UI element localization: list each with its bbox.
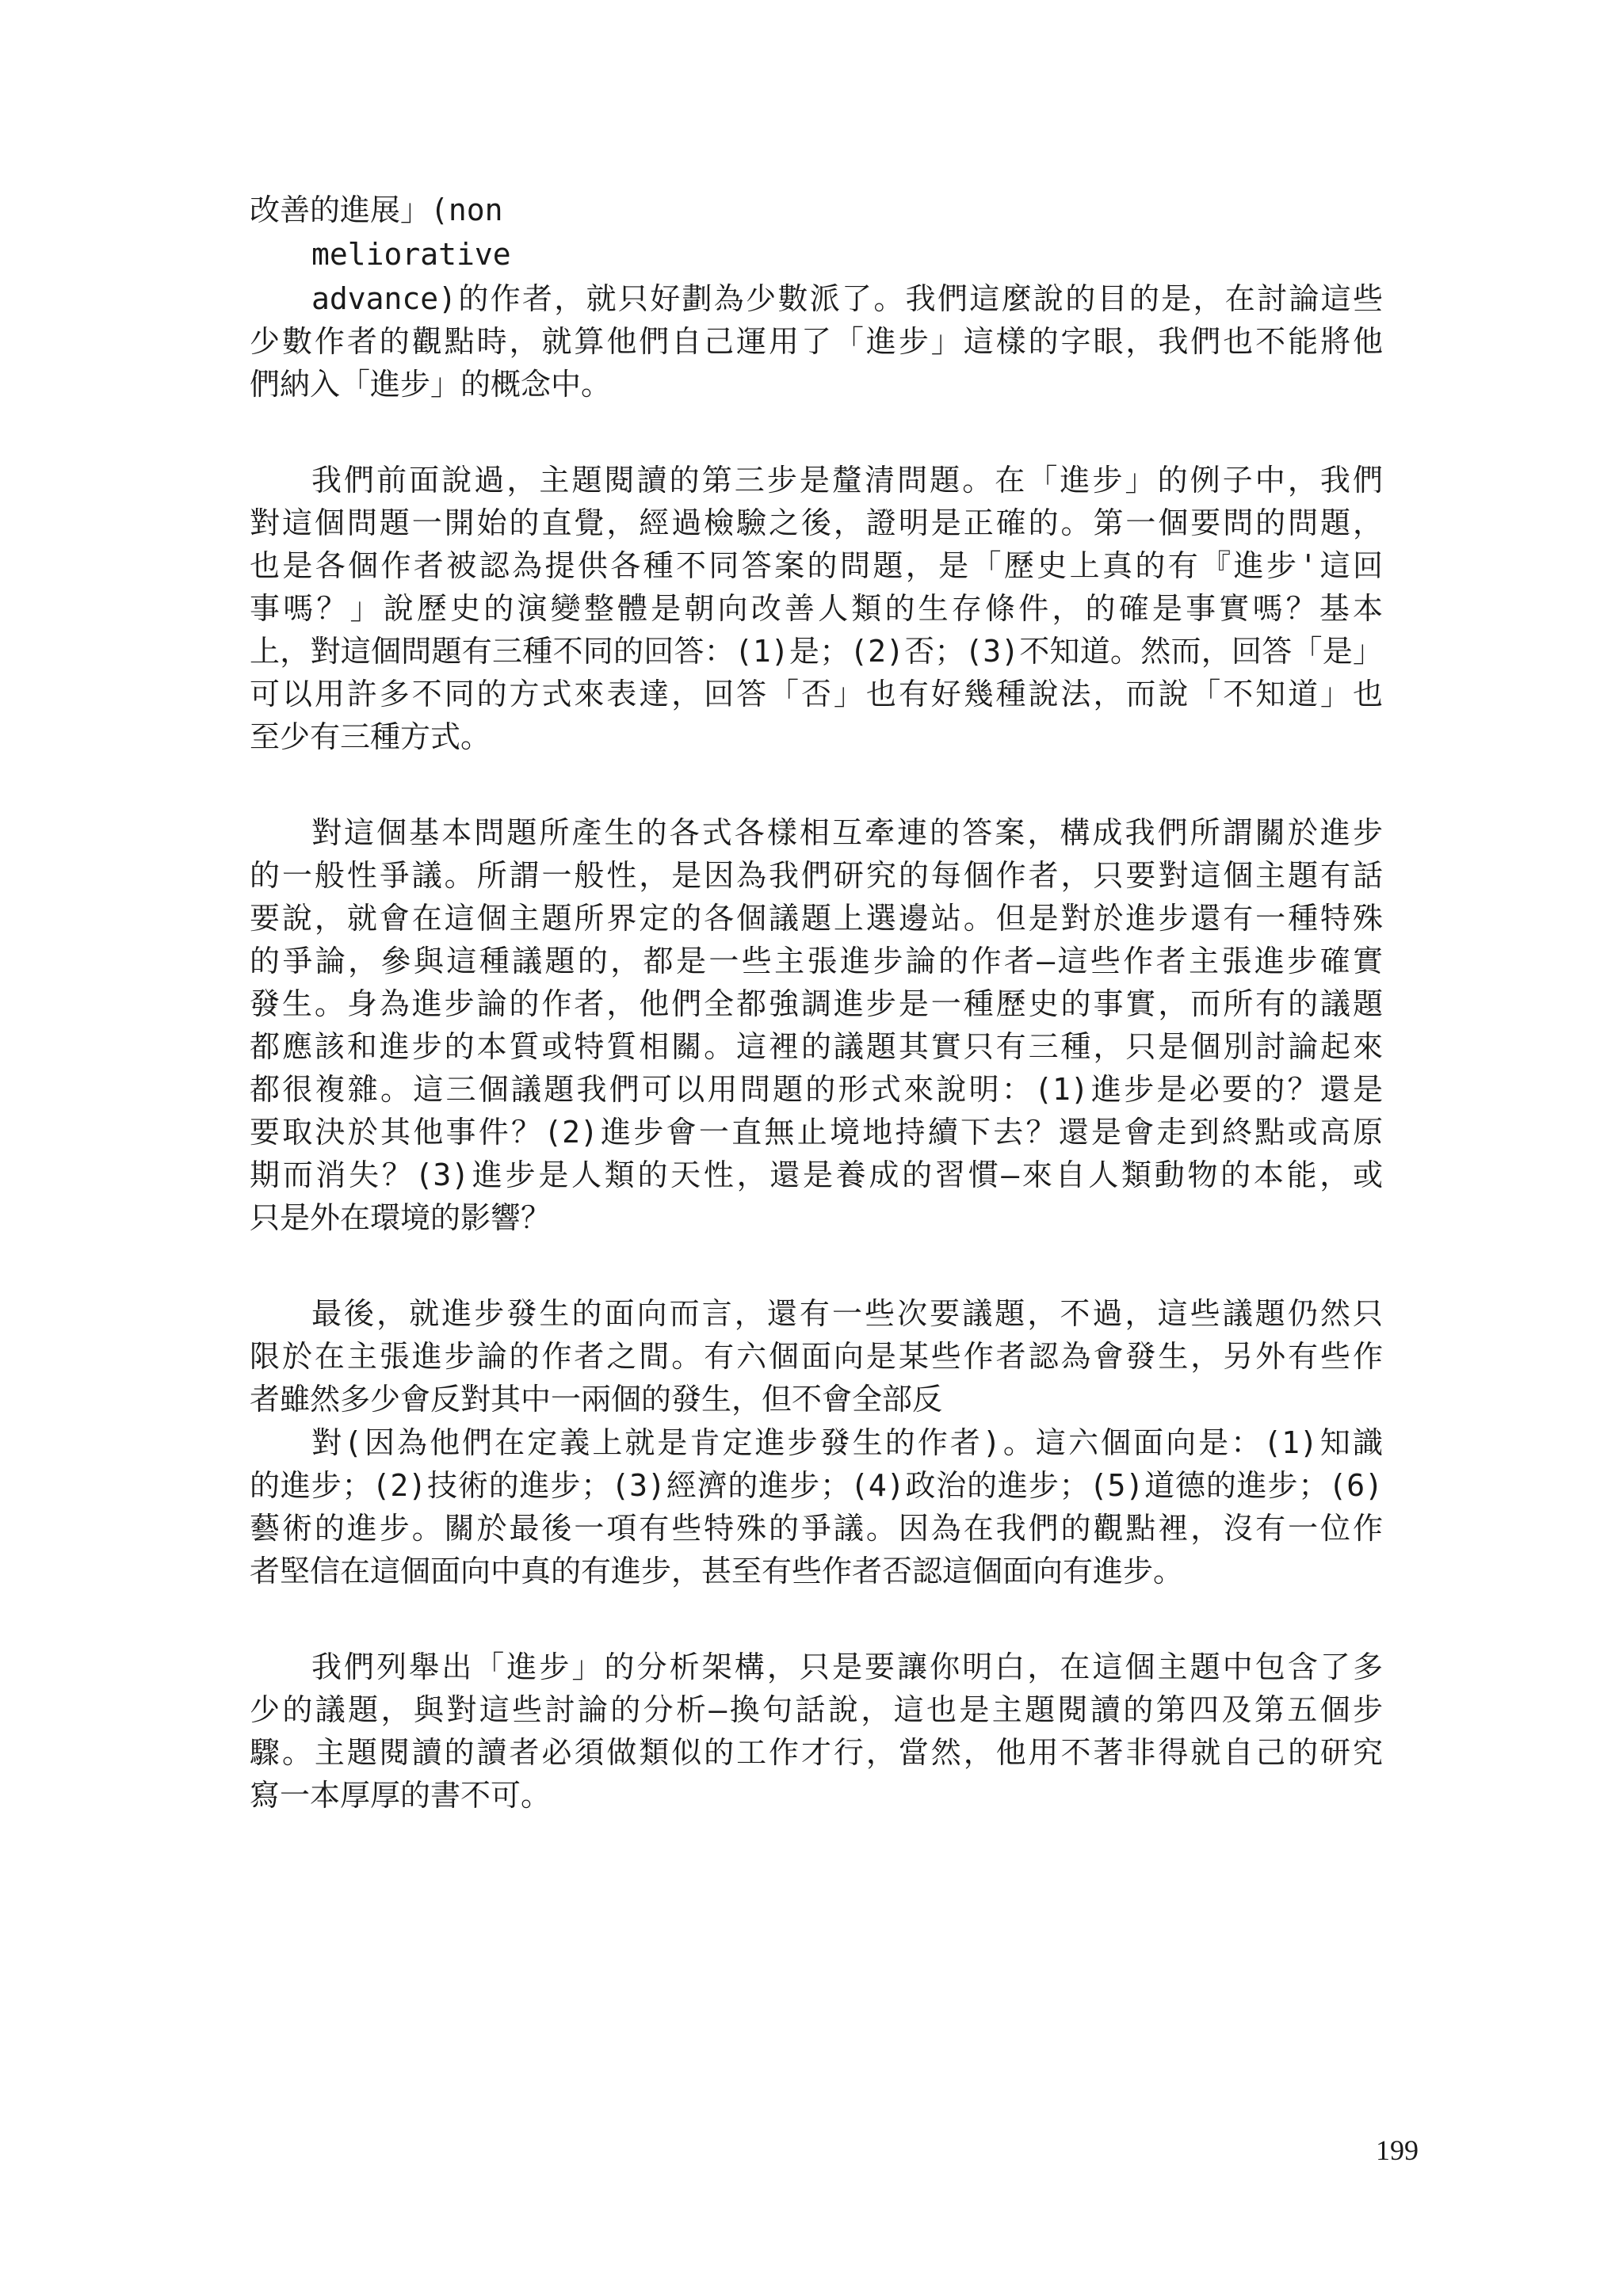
page-number: 199 [1376, 2134, 1419, 2166]
text-line: 期而消失？(3)進步是人類的天性，還是養成的習慣—來自人類動物的本能，或 [250, 1158, 1383, 1192]
text-line: 的一般性爭議。所謂一般性，是因為我們研究的每個作者，只要對這個主題有話 [250, 858, 1383, 893]
text-line: 我們列舉出「進步」的分析架構，只是要讓你明白，在這個主題中包含了多 [311, 1650, 1383, 1684]
text-line: 寫一本厚厚的書不可。 [250, 1778, 552, 1813]
text-line: 都很複雜。這三個議題我們可以用問題的形式來說明：(1)進步是必要的？還是 [250, 1072, 1383, 1107]
text-line: 者雖然多少會反對其中一兩個的發生，但不會全部反 [250, 1382, 943, 1417]
text-line: 藝術的進步。關於最後一項有些特殊的爭議。因為在我們的觀點裡，沒有一位作 [250, 1511, 1383, 1546]
text-line: 對這個問題一開始的直覺，經過檢驗之後，證明是正確的。第一個要問的問題， [250, 505, 1383, 540]
text-line: 可以用許多不同的方式來表達，回答「否」也有好幾種說法，而說「不知道」也 [250, 677, 1383, 711]
text-line: 們納入「進步」的概念中。 [250, 367, 612, 402]
text-line: 限於在主張進步論的作者之間。有六個面向是某些作者認為會發生，另外有些作 [250, 1339, 1383, 1374]
text-line: meliorative [311, 237, 511, 272]
text-line: 只是外在環境的影響？ [250, 1200, 552, 1235]
text-line: 最後，就進步發生的面向而言，還有一些次要議題，不過，這些議題仍然只 [311, 1296, 1383, 1331]
text-line: 驟。主題閱讀的讀者必須做類似的工作才行，當然，他用不著非得就自己的研究 [250, 1735, 1383, 1770]
text-line: 發生。身為進步論的作者，他們全都強調進步是一種歷史的事實，而所有的議題 [250, 986, 1383, 1021]
text-line: 也是各個作者被認為提供各種不同答案的問題，是「歷史上真的有『進步'這回 [250, 548, 1383, 583]
text-line: 改善的進展」(non [250, 193, 503, 227]
text-line: 要取決於其他事件？(2)進步會一直無止境地持續下去？還是會走到終點或高原 [250, 1115, 1383, 1150]
text-line: 事嗎？」說歷史的演變整體是朝向改善人類的生存條件，的確是事實嗎？基本 [250, 591, 1383, 626]
text-line: advance)的作者，就只好劃為少數派了。我們這麼說的目的是，在討論這些 [311, 281, 1383, 316]
text-line: 要說，就會在這個主題所界定的各個議題上選邊站。但是對於進步還有一種特殊 [250, 901, 1383, 936]
text-line: 的進步；(2)技術的進步；(3)經濟的進步；(4)政治的進步；(5)道德的進步；(6) [250, 1468, 1384, 1503]
text-line: 我們前面說過，主題閱讀的第三步是釐清問題。在「進步」的例子中，我們 [311, 463, 1383, 498]
text-line: 少的議題，與對這些討論的分析—換句話說，這也是主題閱讀的第四及第五個步 [250, 1692, 1383, 1727]
text-line: 至少有三種方式。 [250, 719, 491, 754]
text-line: 者堅信在這個面向中真的有進步，甚至有些作者否認這個面向有進步。 [250, 1554, 1184, 1589]
text-line: 少數作者的觀點時，就算他們自己運用了「進步」這樣的字眼，我們也不能將他 [250, 324, 1383, 359]
text-line: 都應該和進步的本質或特質相關。這裡的議題其實只有三種，只是個別討論起來 [250, 1029, 1383, 1064]
text-line: 的爭論，參與這種議題的，都是一些主張進步論的作者—這些作者主張進步確實 [250, 944, 1383, 978]
text-line: 對這個基本問題所產生的各式各樣相互牽連的答案，構成我們所謂關於進步 [311, 815, 1383, 850]
text-line: 上，對這個問題有三種不同的回答：(1)是；(2)否；(3)不知道。然而，回答「是」 [250, 634, 1383, 669]
text-line: 對(因為他們在定義上就是肯定進步發生的作者)。這六個面向是：(1)知識 [311, 1425, 1383, 1460]
